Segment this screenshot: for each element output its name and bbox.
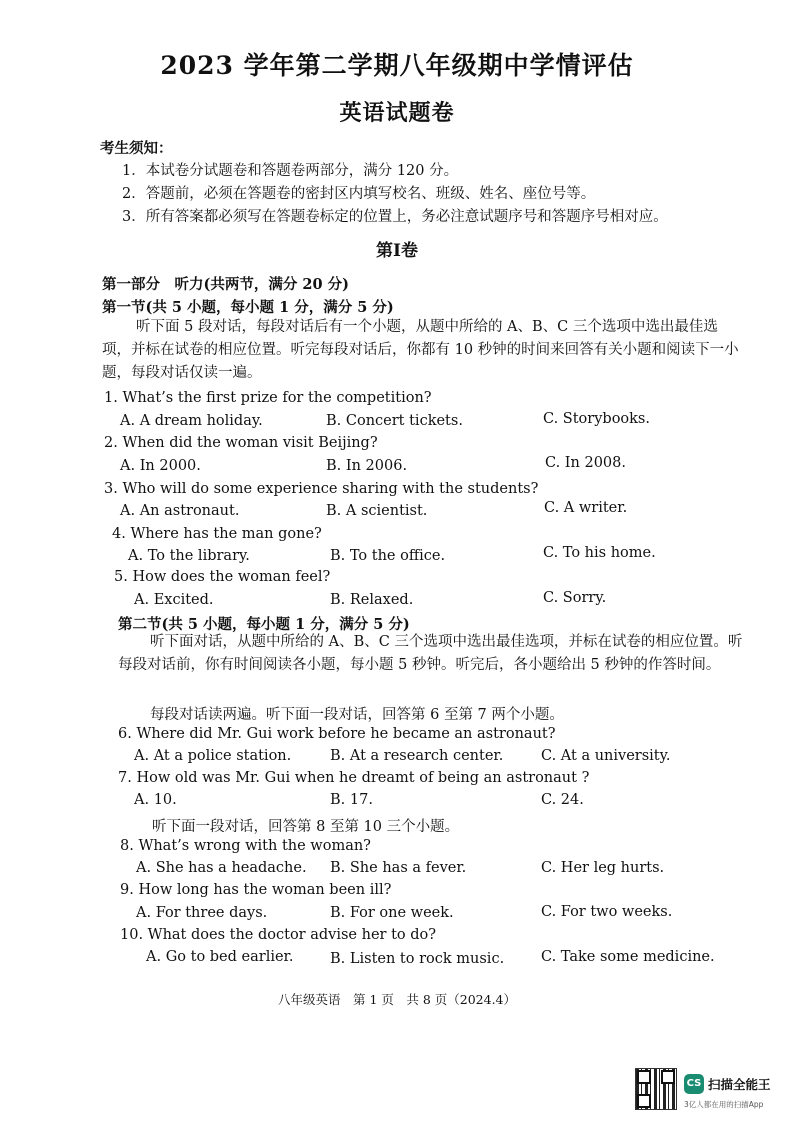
section2-note-1: 每段对话读两遍。听下面一段对话，回答第 6 至第 7 两个小题。 [150, 707, 564, 723]
q6-option-c: C. At a university. [541, 748, 671, 764]
q6-option-b: B. At a research center. [330, 748, 504, 764]
q3-option-b: B. A scientist. [326, 503, 428, 519]
volume-title: 第Ⅰ卷 [376, 241, 418, 261]
exam-title: 2023 学年第二学期八年级期中学情评估 [160, 51, 634, 80]
q8-option-b: B. She has a fever. [330, 860, 467, 876]
scanner-tagline: 3亿人都在用的扫描App [684, 1100, 764, 1109]
question-1: 1. What’s the first prize for the competition? [104, 390, 432, 406]
q1-option-a: A. A dream holiday. [120, 413, 263, 429]
q1-option-b: B. Concert tickets. [326, 413, 463, 429]
q9-option-a: A. For three days. [136, 905, 268, 921]
q4-option-b: B. To the office. [330, 548, 446, 564]
question-8: 8. What’s wrong with the woman? [120, 838, 371, 854]
section1-heading: 第一节(共 5 小题，每小题 1 分，满分 5 分) [102, 299, 394, 316]
question-5: 5. How does the woman feel? [114, 569, 331, 585]
q4-option-a: A. To the library. [128, 548, 250, 564]
q9-option-c: C. For two weeks. [541, 904, 673, 920]
notice-heading: 考生须知： [100, 140, 173, 157]
notice-item-3: 3．所有答案都必须写在答题卷标定的位置上，务必注意试题序号和答题序号相对应。 [122, 209, 668, 225]
q10-option-b: B. Listen to rock music. [330, 951, 505, 967]
q4-option-c: C. To his home. [543, 545, 656, 561]
section1-instructions: 听下面 5 段对话，每段对话后有一个小题，从题中所给的 A、B、C 三个选项中选出最佳选项，并标在试卷的相应位置。听完每段对话后，你都有 10 秒钟的时间来回答有关小题和阅读下一小题，每段对话仅读一遍。 [102, 319, 739, 381]
section2-note-2: 听下面一段对话，回答第 8 至第 10 三个小题。 [152, 819, 460, 835]
q10-option-c: C. Take some medicine. [541, 949, 715, 965]
q7-option-b: B. 17. [330, 792, 373, 808]
section2-instructions: 听下面对话，从题中所给的 A、B、C 三个选项中选出最佳选项，并标在试卷的相应位置。听每段对话前，你有时间阅读各小题，每小题 5 秒钟。听完后，各小题给出 5 秒钟的作答时间。 [118, 634, 743, 673]
q8-option-a: A. She has a headache. [136, 860, 307, 876]
q5-option-c: C. Sorry. [543, 590, 607, 606]
q1-option-c: C. Storybooks. [543, 411, 650, 427]
q5-option-a: A. Excited. [134, 592, 214, 608]
q3-option-a: A. An astronaut. [120, 503, 240, 519]
q5-option-b: B. Relaxed. [330, 592, 414, 608]
q2-option-a: A. In 2000. [120, 458, 201, 474]
q6-option-a: A. At a police station. [134, 748, 292, 764]
qr-code-icon [636, 1069, 676, 1109]
q7-option-a: A. 10. [134, 792, 177, 808]
question-7: 7. How old was Mr. Gui when he dreamt of being an astronaut ? [118, 770, 590, 786]
question-2: 2. When did the woman visit Beijing? [104, 435, 378, 451]
q2-option-b: B. In 2006. [326, 458, 408, 474]
question-6: 6. Where did Mr. Gui work before he became an astronaut? [118, 726, 556, 742]
question-3: 3. Who will do some experience sharing with the students? [104, 481, 539, 497]
exam-subtitle: 英语试题卷 [339, 100, 455, 126]
q7-option-c: C. 24. [541, 792, 584, 808]
q10-option-a: A. Go to bed earlier. [146, 949, 294, 965]
q3-option-c: C. A writer. [544, 500, 628, 516]
scanner-app-name: 扫描全能王 [708, 1077, 771, 1092]
question-9: 9. How long has the woman been ill? [120, 882, 392, 898]
q8-option-c: C. Her leg hurts. [541, 860, 665, 876]
notice-item-1: 1．本试卷分试题卷和答题卷两部分，满分 120 分。 [122, 163, 459, 179]
part1-heading: 第一部分 听力(共两节，满分 20 分) [102, 276, 349, 293]
q9-option-b: B. For one week. [330, 905, 454, 921]
notice-item-2: 2．答题前，必须在答题卷的密封区内填写校名、班级、姓名、座位号等。 [122, 186, 596, 202]
section2-heading: 第二节(共 5 小题，每小题 1 分，满分 5 分) [118, 616, 410, 633]
question-4: 4. Where has the man gone? [112, 526, 322, 542]
page-footer: 八年级英语 第 1 页 共 8 页（2024.4） [277, 992, 517, 1007]
q2-option-c: C. In 2008. [545, 455, 626, 471]
camscanner-logo-icon: CS [684, 1074, 704, 1094]
question-10: 10. What does the doctor advise her to do? [120, 927, 437, 943]
